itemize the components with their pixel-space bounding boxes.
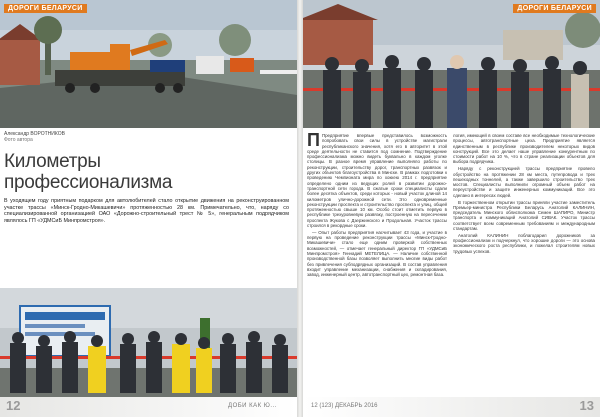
left-page: [0, 0, 297, 417]
page-number-right: 13: [579, 398, 594, 413]
article-lead: В уходящем году приятным подарком для автолюбителей стало открытие движения на реконструированном участке трассы «Минск-Гродно-Микашевичи» протяженностью 28 км. Примечательно, что, наряду со специализированной организацией ОАО «Дорожно-строительный трест № 5», генеральным подрядчиком являлось ГП «УДМСиБ Минпромстроя».: [4, 198, 289, 224]
photo-opening-ceremony: [303, 0, 600, 128]
right-page: [303, 0, 600, 417]
author-name: Александр ВОРОТНИКОВ: [4, 131, 65, 137]
column-2-paragraph-2: Наряду с реконструкцией трассы предприятие провело обустройство на протяжении 28 км места, путепровода и трех пешеходных тоннелей, а также завершило строительство трех мостов. Специалисты выполнили огромный объем работ на переустройстве и защите инженерных коммуникаций. Все это сделано в интересах людей.: [453, 166, 595, 198]
author-credit: [4, 131, 65, 143]
drop-cap: П: [307, 133, 320, 150]
column-2-paragraph-1: логия, имеющей в своем составе все необходимые технологические процессы, автотранспортные цеха. Предприятие является единственным в республике производителем некоторых видов конструкций. Все это делает наше управление конкурентным по стоимости работ на 10 %, что в стране реализации объектов для выбора подрядчика.: [453, 133, 595, 165]
column-1-paragraph-2: — Опыт работы предприятия насчитывает 43 года, и участие в первую на проведение реконструкции трассы «Минск-Гродно-Микашевичи» стало еще одним проверкой собственных возможностей, — отмечает генеральный директор ГП «УДМСиБ Минпромстроя» Геннадий МЕТЕЛИЦА. — Наличие собственной производственной базы позволяет выполнить многие виды работ без привлечения субподрядных организаций. В состав управления входит управление механизации, снабжения и складирования, завод, инженерный центр, автотранспортный цех, ремонтная база.: [307, 229, 447, 278]
footer-right: [303, 397, 600, 417]
section-tag-right: ДОРОГИ БЕЛАРУСИ: [513, 4, 596, 13]
photo-trucks-on-road: [0, 0, 297, 128]
footer-brand: ДОБИ КАК Ю...: [228, 403, 277, 409]
issue-date: 12 (123) ДЕКАБРЬ 2016: [311, 403, 378, 409]
article-column-1: [307, 133, 447, 395]
headline-line-2: профессионализма: [4, 172, 173, 193]
footer-left: [0, 397, 297, 417]
article-headline: [4, 151, 244, 193]
photo-ribbon-ceremony: [0, 288, 297, 408]
section-tag: ДОРОГИ БЕЛАРУСИ: [4, 4, 87, 13]
column-2-paragraph-4: Анатолий КАЛИНИН поблагодарил дорожников за профессионализм и подчеркнул, что хорошие дороги — это основа экономического роста республики, и пожелал строителям новых трудовых успехов.: [453, 232, 595, 254]
column-2-paragraph-3: В торжественном открытии трассы приняли участие заместитель Премьер-министра Республики Беларусь Анатолий КАЛИНИН, председатель Минского облисполкома Семен ШАПИРО, Министр транспорта и коммуникаций Анатолий СИВАК. Участок трассы соответствует всем современным требованиям и международным стандартам.: [453, 199, 595, 232]
article-column-2: [453, 133, 595, 395]
headline-line-1: Километры: [4, 151, 101, 172]
photo-credit: Фото автора: [4, 137, 33, 143]
column-1-paragraph-1: П Предприятие впервые представилось возможность попробовать свои силы в устройстве магистрали республиканского значения, хотя его в авторитет в этой среде деятельности не ставится под сомнение. Подтверждение профессионализма можно видеть буквально в каждом уголке столицы. В разное время управление выполняло работы по реконструкции, строительству дорог, транспортных развязок и других объектов благоустройства в Минске. В рамках подготовки к проведению Чемпионата мира по хоккею 2014 г. предприятие определено одним из ведущих ролей в развитии дорожно-транспортной сети города. В сжатые сроки специалисты сдали более десятка объектов, среди которых - новый участок длиной 14 километров улично-дорожной сети. Это одновременные реконструкции проспекта и строительство проспекта и улиц, общей протяженностью свыше 10 км. Особо стоит отметить первую в республике трехуровневую развязку, построенную на пересечении проспекта Жукова с Дзержинского и Продольная. Участок трассы строился в рекордные сроки.: [307, 133, 447, 229]
page-number-left: 12: [6, 398, 21, 413]
